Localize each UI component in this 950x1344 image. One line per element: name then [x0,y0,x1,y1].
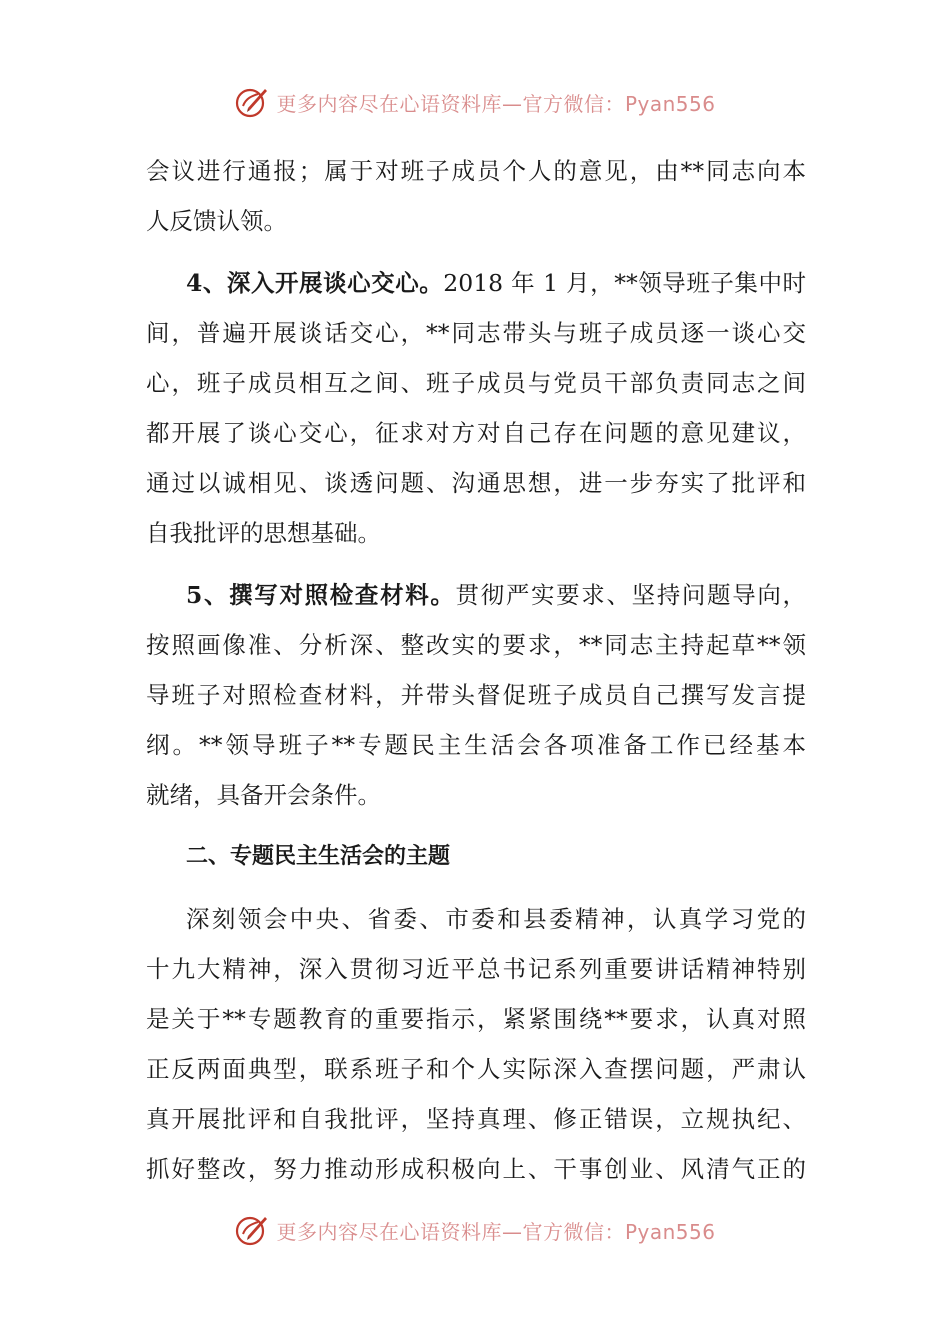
pen-circle-logo-icon [234,1212,270,1248]
paragraph-2 [146,258,806,558]
header-watermark [0,80,950,124]
document-body [146,146,806,1194]
item-title: 5、撰写对照检查材料。 [186,581,456,609]
text-line: 真开展批评和自我批评，坚持真理、修正错误，立规执纪、 [146,1105,806,1133]
text-line: 人反馈认领。 [146,207,287,235]
paragraph-1 [146,146,806,246]
pen-circle-logo-icon [234,84,270,120]
text-line [146,258,806,308]
item-title: 4、深入开展谈心交心。 [186,269,444,297]
text-line: 心，班子成员相互之间、班子成员与党员干部负责同志之间 [146,369,806,397]
text-line: 深刻领会中央、省委、市委和县委精神，认真学习党的 [186,905,806,933]
text-line: 会议进行通报；属于对班子成员个人的意见，由**同志向本 [146,157,806,185]
paragraph-4 [146,894,806,1194]
header-watermark-text: 更多内容尽在心语资料库—官方微信：Pyan556 [276,91,716,116]
text-line: 按照画像准、分析深、整改实的要求，**同志主持起草**领 [146,631,806,659]
paragraph-3 [146,570,806,820]
text-line: 纲。**领导班子**专题民主生活会各项准备工作已经基本 [146,731,806,759]
text-line: 自我批评的思想基础。 [146,519,381,547]
text-line: 间，普遍开展谈话交心，**同志带头与班子成员逐一谈心交 [146,319,806,347]
text-line: 就绪，具备开会条件。 [146,781,381,809]
text-span: 2018 年 1 月，**领导班子集中时 [443,269,806,297]
text-line: 抓好整改，努力推动形成积极向上、干事创业、风清气正的 [146,1155,806,1183]
text-span: 贯彻严实要求、坚持问题导向， [455,581,807,609]
footer-watermark [0,1208,950,1252]
text-line: 通过以诚相见、谈透问题、沟通思想，进一步夯实了批评和 [146,469,806,497]
footer-watermark-text: 更多内容尽在心语资料库—官方微信：Pyan556 [276,1219,716,1244]
text-line: 都开展了谈心交心，征求对方对自己存在问题的意见建议， [146,419,806,447]
text-line: 导班子对照检查材料，并带头督促班子成员自己撰写发言提 [146,681,806,709]
text-line [146,570,806,620]
section-heading [146,832,806,882]
text-line: 十九大精神，深入贯彻习近平总书记系列重要讲话精神特别 [146,955,806,983]
text-line: 正反两面典型，联系班子和个人实际深入查摆问题，严肃认 [146,1055,806,1083]
text-line: 是关于**专题教育的重要指示，紧紧围绕**要求，认真对照 [146,1005,806,1033]
section-heading-text: 二、专题民主生活会的主题 [186,844,451,869]
